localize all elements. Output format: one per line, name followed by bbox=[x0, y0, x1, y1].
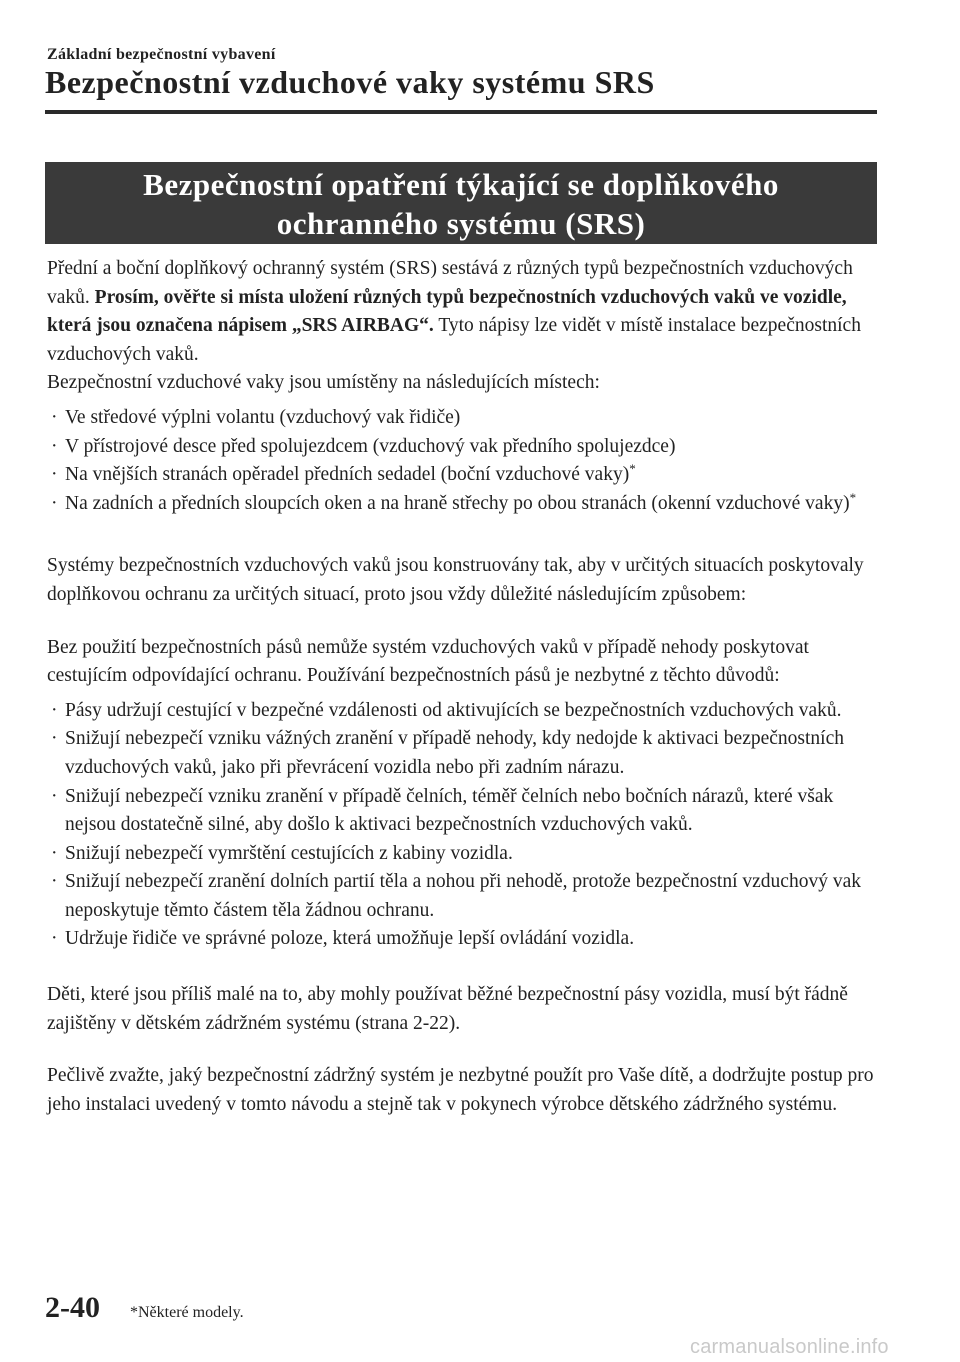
bullet-dot: · bbox=[51, 785, 58, 807]
banner-title-line-2: ochranného systému (SRS) bbox=[276, 206, 646, 241]
list-item bbox=[47, 461, 881, 490]
chapter-title: Bezpečnostní vzduchové vaky systému SRS bbox=[45, 64, 655, 100]
list-item-text: Snižují nebezpečí zranění dolních partií těla a nohou při nehodě, protože bezpečnostní vzduchový vak neposkytuje těmto částem těla žádnou ochranu. bbox=[65, 871, 861, 921]
belts-paragraph: Bez použití bezpečnostních pásů nemůže systém vzduchových vaků v případě nehody poskytovat cestujícím odpovídající ochranu. Používání bezpečnostních pásů je nezbytné z těchto důvodů: bbox=[47, 636, 809, 687]
list-item bbox=[47, 783, 881, 840]
locations-intro: Bezpečnostní vzduchové vaky jsou umístěny na následujících místech: bbox=[47, 372, 600, 394]
list-item-text: V přístrojové desce před spolujezdcem (vzduchový vak předního spolujezdce) bbox=[65, 435, 676, 457]
header-rule bbox=[45, 110, 877, 114]
intro-text-end: Tyto nápisy lze vidět v místě instalace bezpečnostních vzduchových vaků. bbox=[47, 315, 861, 365]
list-item-text: Snižují nebezpečí vymrštění cestujících z kabiny vozidla. bbox=[65, 842, 513, 864]
list-item-text: Na zadních a předních sloupcích oken a na hraně střechy po obou stranách (okenní vzduchové vaky) bbox=[65, 492, 850, 514]
seatbelt-reasons-list bbox=[47, 697, 881, 954]
bullet-dot: · bbox=[51, 464, 58, 486]
bullet-dot: · bbox=[51, 928, 58, 950]
intro-bold-text: Prosím, ověřte si místa uložení různých typů bezpečnostních vzduchových vaků ve vozidle, která jsou označena nápisem „SRS AIRBAG“. bbox=[47, 286, 847, 337]
list-item bbox=[47, 725, 881, 782]
list-item bbox=[47, 840, 881, 869]
watermark: carmanualsonline.info bbox=[690, 1336, 889, 1358]
list-item bbox=[47, 925, 881, 954]
list-item-text: Snižují nebezpečí vzniku vážných zranění v případě nehody, kdy nedojde k aktivaci bezpečnostních vzduchových vaků, jako při převrácení vozidla nebo při zadním nárazu. bbox=[65, 728, 844, 778]
list-item-text: Snižují nebezpečí vzniku zranění v případě čelních, téměř čelních nebo bočních nárazů, které však nejsou dostatečně silné, aby došlo k aktivaci bezpečnostních vzduchových vaků. bbox=[65, 785, 834, 836]
bullet-dot: · bbox=[51, 728, 58, 750]
list-item bbox=[47, 490, 881, 519]
list-item-text: Pásy udržují cestující v bezpečné vzdálenosti od aktivujících se bezpečnostních vzduchových vaků. bbox=[65, 699, 842, 721]
bullet-dot: · bbox=[51, 435, 58, 457]
list-item-text: Ve středové výplni volantu (vzduchový vak řidiče) bbox=[65, 406, 461, 428]
intro-text-start: Přední a boční doplňkový ochranný systém (SRS) sestává z různých typů bezpečnostních vzduchových vaků. bbox=[47, 258, 853, 308]
footnote-marker: * bbox=[849, 489, 857, 505]
restraint-paragraph: Pečlivě zvažte, jaký bezpečnostní zádržný systém je nezbytné použít pro Vaše dítě, a dodržujte postup pro jeho instalaci uvedený v tomto návodu a stejně tak v pokynech výrobce dětského zádržného systému. bbox=[47, 1065, 874, 1115]
bullet-dot: · bbox=[51, 871, 58, 893]
airbag-locations-list bbox=[47, 404, 881, 518]
footnote: *Některé modely. bbox=[130, 1304, 244, 1321]
list-item bbox=[47, 868, 881, 925]
intro-paragraph bbox=[47, 255, 881, 369]
banner-title-line-1: Bezpečnostní opatření týkající se doplňkového bbox=[143, 167, 779, 202]
footnote-marker: * bbox=[629, 461, 636, 477]
list-item bbox=[47, 404, 881, 433]
bullet-dot: · bbox=[51, 492, 58, 514]
list-item-text: Udržuje řidiče ve správné poloze, která umožňuje lepší ovládání vozidla. bbox=[65, 928, 635, 950]
children-paragraph: Děti, které jsou příliš malé na to, aby mohly používat běžné bezpečnostní pásy vozidla, musí být řádně zajištěny v dětském zádržném systému (strana 2-22). bbox=[47, 984, 848, 1034]
section-label: Základní bezpečnostní vybavení bbox=[47, 46, 276, 63]
page-number: 2-40 bbox=[45, 1291, 100, 1324]
bullet-dot: · bbox=[51, 406, 58, 428]
list-item bbox=[47, 697, 881, 726]
bullet-dot: · bbox=[51, 699, 58, 721]
bullet-dot: · bbox=[51, 842, 58, 864]
section-banner bbox=[45, 162, 877, 244]
page-content bbox=[47, 255, 881, 1119]
list-item-text: Na vnějších stranách opěradel předních sedadel (boční vzduchové vaky) bbox=[65, 464, 630, 486]
list-item bbox=[47, 433, 881, 462]
systems-paragraph: Systémy bezpečnostních vzduchových vaků jsou konstruovány tak, aby v určitých situacích poskytovaly doplňkovou ochranu za určitých situací, proto jsou vždy důležité následujícím způsobem: bbox=[47, 555, 864, 605]
